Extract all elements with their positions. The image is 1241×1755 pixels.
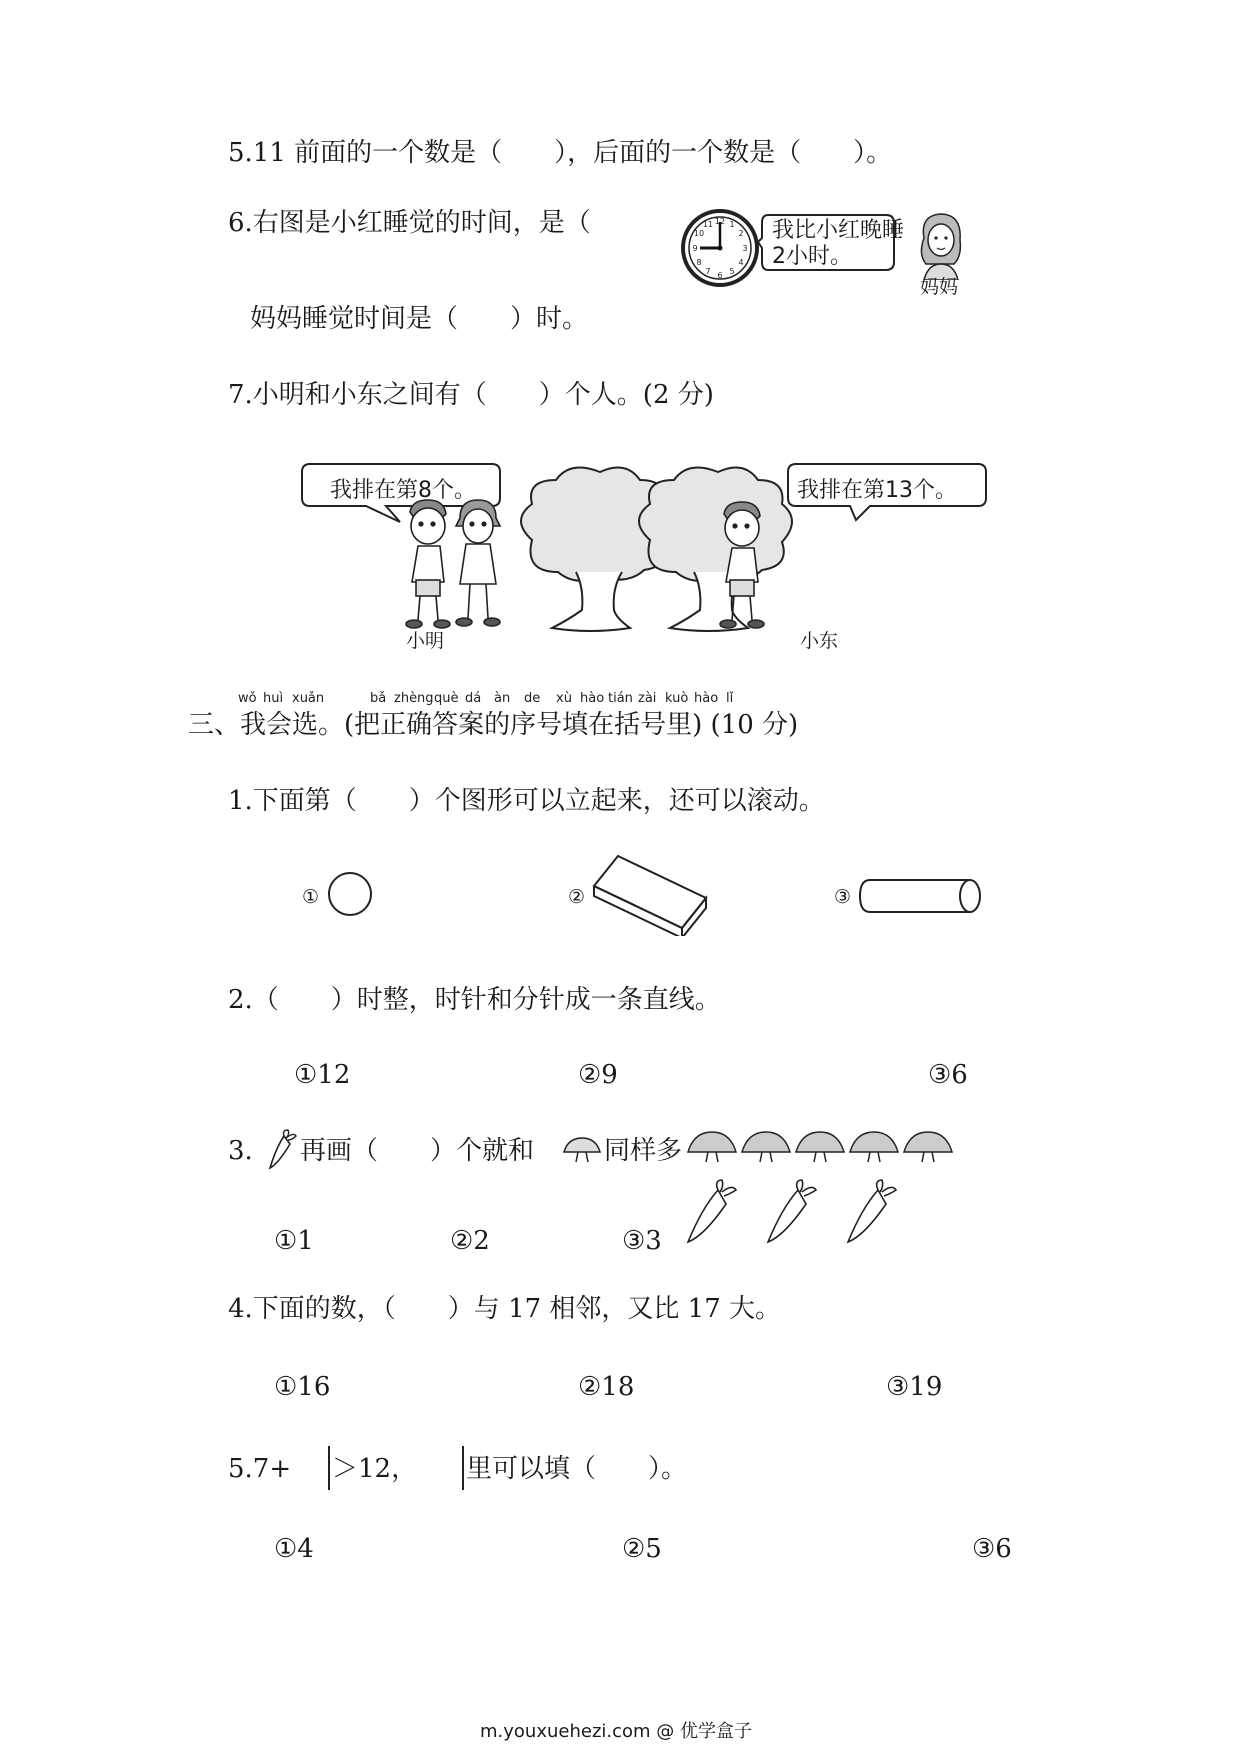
question-4-choice: 4.下面的数，（ ）与 17 相邻，又比 17 大。 — [228, 1294, 782, 1324]
question-7-fill: 7.小明和小东之间有（ ）个人。(2 分) — [228, 380, 714, 410]
svg-text:3: 3 — [742, 244, 748, 253]
svg-text:1: 1 — [729, 220, 735, 229]
answer-box — [462, 1446, 464, 1490]
cylinder-shape — [858, 876, 984, 916]
pinyin-syllable: de — [524, 691, 541, 706]
label-xiaoming: 小明 — [406, 630, 445, 652]
question-2-choice: 2.（ ）时整，时针和分针成一条直线。 — [228, 985, 721, 1015]
svg-text:2: 2 — [738, 229, 744, 238]
shape-label-3: ③ — [834, 886, 852, 908]
label-xiaodong: 小东 — [800, 630, 839, 652]
pinyin-syllable: xuǎn — [292, 691, 325, 706]
option: ①16 — [274, 1372, 331, 1402]
pinyin-syllable: zhèng — [394, 691, 434, 706]
option: ②2 — [450, 1226, 490, 1256]
option: ②5 — [622, 1534, 662, 1564]
option: ①12 — [294, 1060, 351, 1090]
pinyin-syllable: wǒ — [238, 691, 257, 706]
svg-text:12: 12 — [714, 217, 726, 226]
pinyin-syllable: què — [434, 691, 459, 706]
option: ③6 — [972, 1534, 1012, 1564]
circle-shape — [326, 870, 374, 918]
pinyin-syllable: hào — [694, 691, 719, 706]
svg-text:9: 9 — [692, 244, 698, 253]
pinyin-syllable: tián — [608, 691, 633, 706]
question-6-line2: 妈妈睡觉时间是（ ）时。 — [250, 304, 589, 334]
option: ③19 — [886, 1372, 943, 1402]
question-3-number: 3. — [228, 1136, 253, 1166]
question-6-line1: 6.右图是小红睡觉的时间，是（ — [228, 208, 591, 238]
option: ③3 — [622, 1226, 662, 1256]
shape-label-1: ① — [302, 886, 320, 908]
question-3-text-b: 同样多 — [604, 1136, 683, 1166]
carrot-icon — [264, 1128, 298, 1174]
option: ②9 — [578, 1060, 618, 1090]
pinyin-syllable: xù — [556, 691, 572, 706]
svg-text:4: 4 — [738, 258, 744, 267]
mother-label: 妈妈 — [920, 276, 959, 298]
bubble-text-line1: 我比小红晚睡 — [772, 218, 905, 243]
pinyin-syllable: huì — [263, 691, 284, 706]
pinyin-syllable: hào — [580, 691, 605, 706]
answer-box — [328, 1446, 330, 1490]
option: ①1 — [274, 1226, 314, 1256]
question-3-text-a: 再画（ ）个就和 — [300, 1136, 535, 1166]
bubble-text-line2: 2小时。 — [772, 244, 852, 269]
svg-text:7: 7 — [705, 267, 711, 276]
clock-icon — [680, 208, 760, 288]
mushroom-row — [686, 1128, 966, 1168]
question-1-choice: 1.下面第（ ）个图形可以立起来，还可以滚动。 — [228, 786, 825, 816]
pinyin-syllable: àn — [494, 691, 511, 706]
question-5-choice-a: 5.7+ — [228, 1454, 292, 1484]
pinyin-syllable: bǎ — [370, 691, 387, 706]
mushroom-icon — [562, 1136, 602, 1166]
option: ③6 — [928, 1060, 968, 1090]
svg-text:5: 5 — [729, 267, 735, 276]
question-5-choice-b: ＞12， — [332, 1454, 418, 1484]
cuboid-shape — [590, 850, 710, 936]
question-5-choice-c: 里可以填（ ）。 — [466, 1454, 688, 1484]
shape-label-2: ② — [568, 886, 586, 908]
footer-watermark: m.youxuehezi.com @ 优学盒子 — [480, 1721, 753, 1742]
carrot-row — [680, 1178, 900, 1248]
svg-text:8: 8 — [696, 258, 702, 267]
svg-text:11: 11 — [702, 220, 714, 229]
svg-text:10: 10 — [693, 229, 705, 238]
svg-text:6: 6 — [717, 271, 723, 280]
pinyin-syllable: kuò — [665, 691, 689, 706]
pinyin-syllable: zài — [638, 691, 657, 706]
question-5-fill: 5.11 前面的一个数是（ ），后面的一个数是（ ）。 — [228, 138, 893, 168]
option: ①4 — [274, 1534, 314, 1564]
pinyin-syllable: dá — [465, 691, 482, 706]
pinyin-syllable: lǐ — [726, 691, 734, 706]
bubble-text-xiaodong: 我排在第13个。 — [797, 478, 957, 503]
option: ②18 — [578, 1372, 635, 1402]
section-3-heading: 三、我会选。(把正确答案的序号填在括号里) (10 分) — [188, 710, 799, 740]
bubble-text-xiaoming: 我排在第8个。 — [330, 478, 476, 503]
